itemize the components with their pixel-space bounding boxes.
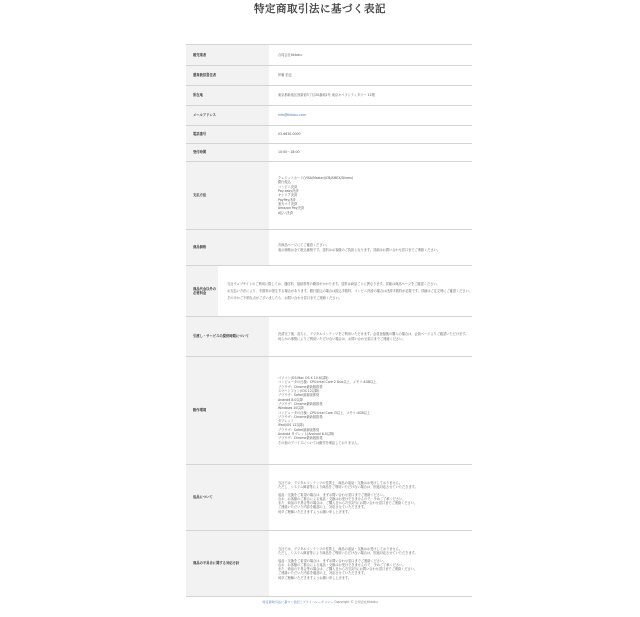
table-row — [186, 531, 472, 597]
value-line: ブラウザ：Safari最新版推奨 — [278, 393, 320, 398]
value-line: ただし、システム障害等により商品をご利用いただけない場合は、別途対応させていただきます。 — [278, 551, 418, 556]
row-label: 返品について — [186, 465, 269, 530]
row-label: 商品価格 — [186, 230, 269, 265]
row-label: 電話番号 — [186, 126, 269, 143]
value-line: そのほかご不明な点がございましたら、お問い合わせ窓口までご連絡ください。 — [227, 296, 342, 301]
value-line: 03-6630-0000 — [278, 132, 301, 137]
value-line: 伊藤 拓也 — [278, 73, 292, 78]
value-line: Android 8.0以降 — [278, 397, 303, 402]
table-row — [186, 66, 472, 86]
footer-link-privacy[interactable]: プライバシーポリシー — [302, 600, 334, 604]
value-line: 合同会社tiktoku — [278, 52, 302, 57]
value-line: Android タブレット(Android 8.0以降) — [278, 431, 335, 436]
value-line: ブラウザ：Safari最新版推奨 — [278, 427, 320, 432]
table-row — [186, 465, 472, 531]
row-value — [269, 45, 472, 65]
table-row — [186, 45, 472, 66]
value-line: 当社ウェブサイトのご利用に際しては、通信料、接続料等の費用がかかります。送料は商品ごとに異なります。詳細は商品ページをご確認ください。 — [227, 281, 440, 286]
footer-separator: | — [300, 600, 302, 604]
value-line: 当社では、デジタルコンテンツの性質上、商品の返品・交換はお受けしておりません。 — [278, 480, 403, 485]
value-line: ただし、システム障害等により商品をご利用いただけない場合は、別途対応させていただきます。 — [278, 485, 418, 490]
page-title: 特定商取引法に基づく表記 — [254, 3, 386, 15]
row-value — [269, 126, 472, 143]
info-table — [186, 44, 472, 597]
value-line: 返品・交換をご希望の場合は、まずお問い合わせ窓口までご連絡ください。 — [278, 492, 387, 497]
footer-link-tokushoho[interactable]: 特定商取引法に基づく表記 — [262, 600, 300, 604]
value-line: ご連絡いただいた内容を確認の上、対応させていただきます。 — [278, 571, 367, 576]
value-line: ブラウザ：Chrome最新版推奨 — [278, 401, 323, 406]
value-line: また、商品の不具合等の場合は、ご購入日から7日以内にお問い合わせ窓口までご連絡ください。 — [278, 567, 418, 572]
row-label: 支払方法 — [186, 162, 269, 229]
row-value — [269, 357, 472, 464]
footer — [0, 600, 640, 605]
row-value — [269, 317, 472, 356]
table-row — [186, 106, 472, 126]
table-row — [186, 357, 472, 465]
value-line: 何らかの事情によりご利用いただけない場合は、お問い合わせ窓口までご連絡ください。 — [278, 336, 406, 341]
value-line: 何卒ご理解いただきますようお願い申し上げます。 — [278, 509, 352, 514]
value-line: お支払い方法により、手数料が発生する場合があります。銀行振込の場合は振込手数料、コンビニ決済の場合は決済手数料が必要です。詳細はご注文時にご確認ください。 — [227, 288, 472, 293]
row-value — [269, 66, 472, 85]
row-label: 運営統括責任者 — [186, 66, 269, 85]
row-value — [269, 86, 472, 105]
row-value — [269, 465, 472, 530]
row-value — [269, 531, 472, 596]
value-line: Windows 10以降 — [278, 406, 304, 411]
value-line: 決済完了後、直ちに、デジタルコンテンツをご利用いただけます。会員登録後の購入の場合は、会員ページよりご確認いただけます。 — [278, 332, 469, 337]
email-link[interactable]: info@tiktoku.com — [278, 113, 306, 118]
row-value — [269, 144, 472, 161]
row-label: 販売業者 — [186, 45, 269, 65]
value-line: クレジットカード(VISA/Master/JCB/AMEX/Diners) — [278, 176, 354, 181]
value-line: 楽天ペイ決済 — [278, 201, 298, 206]
row-value — [218, 266, 472, 316]
table-row — [186, 86, 472, 106]
table-row — [186, 162, 472, 230]
value-line: 各商品ページにてご確認ください。 — [278, 243, 329, 248]
row-label: 商品代金以外の必要料金 — [186, 266, 218, 316]
table-row — [186, 317, 472, 357]
value-line: キャリア決済 — [278, 193, 298, 198]
value-line: 銀行振込 — [278, 180, 291, 185]
row-label: 所在地 — [186, 86, 269, 105]
value-line: また、商品の不具合等の場合は、ご購入日から7日以内にお問い合わせ窓口までご連絡ください。 — [278, 501, 418, 506]
row-label: 商品の不具合に関する対応方針 — [186, 531, 269, 596]
value-line: ご連絡いただいた内容を確認の上、対応させていただきます。 — [278, 505, 367, 510]
value-line: PayPay決済 — [278, 197, 296, 202]
value-line: ブラウザ：Chrome最新版推奨 — [278, 384, 323, 389]
value-line: コンピュータの仕様：CPU:Intel Core i3以上、メモリ:4GB以上 — [278, 410, 371, 415]
value-line: 当社では、デジタルコンテンツの性質上、商品の返品・交換はお受けしておりません。 — [278, 546, 403, 551]
row-value — [269, 230, 472, 265]
value-line: 東京都新宿区西新宿3丁目20番地2号 東京オペラシティタワー 11階 — [278, 93, 375, 98]
value-line: コンビニ決済 — [278, 184, 298, 189]
value-line: 何卒ご理解いただきますようお願い申し上げます。 — [278, 575, 352, 580]
table-row — [186, 144, 472, 162]
value-line: その他のデバイスについては動作を保証しておりません。 — [278, 440, 361, 445]
row-value — [269, 106, 472, 125]
value-line: なお、お客様のご都合による返品・交換はお受けできませんので、予めご了承ください。 — [278, 562, 406, 567]
value-line: Pay-easy決済 — [278, 189, 299, 194]
row-value — [269, 162, 472, 229]
value-line: ブラウザ：Chrome最新版推奨 — [278, 436, 323, 441]
value-line: d払い決済 — [278, 210, 293, 215]
row-label: 引渡し・サービスの提供時期について — [186, 317, 269, 356]
row-label: 受付時間 — [186, 144, 269, 161]
value-line: 10:00〜18:00 — [278, 150, 300, 155]
value-line: スマートフォン(iOS 12以降) — [278, 389, 320, 394]
footer-copyright: Copyright © 合同会社tiktoku — [334, 600, 378, 604]
value-line: なお、お客様のご都合による返品・交換はお受けできませんので、予めご了承ください。 — [278, 496, 406, 501]
value-line: 返品・交換をご希望の場合は、まずお問い合わせ窓口までご連絡ください。 — [278, 558, 387, 563]
row-label: メールアドレス — [186, 106, 269, 125]
value-line: パソコン(OS:Mac OS X 10.6以降) — [278, 376, 329, 381]
row-label: 動作環境 — [186, 357, 269, 464]
table-row — [186, 230, 472, 266]
value-line: タブレット — [278, 419, 294, 424]
value-line: コンピュータの仕様：CPU:Intel Core 2 Duo以上、メモリ:4GB以上 — [278, 380, 377, 385]
value-line: 表示価格は全て税込価格です。送料はお客様のご負担となります。詳細はお問い合わせ窓口までご連絡ください。 — [278, 247, 441, 252]
table-row — [186, 266, 472, 317]
value-line: iPad(iOS 12以降) — [278, 423, 304, 428]
value-line: Amazon Pay決済 — [278, 206, 304, 211]
table-row — [186, 126, 472, 144]
value-line: ブラウザ：Chrome最新版推奨 — [278, 414, 323, 419]
